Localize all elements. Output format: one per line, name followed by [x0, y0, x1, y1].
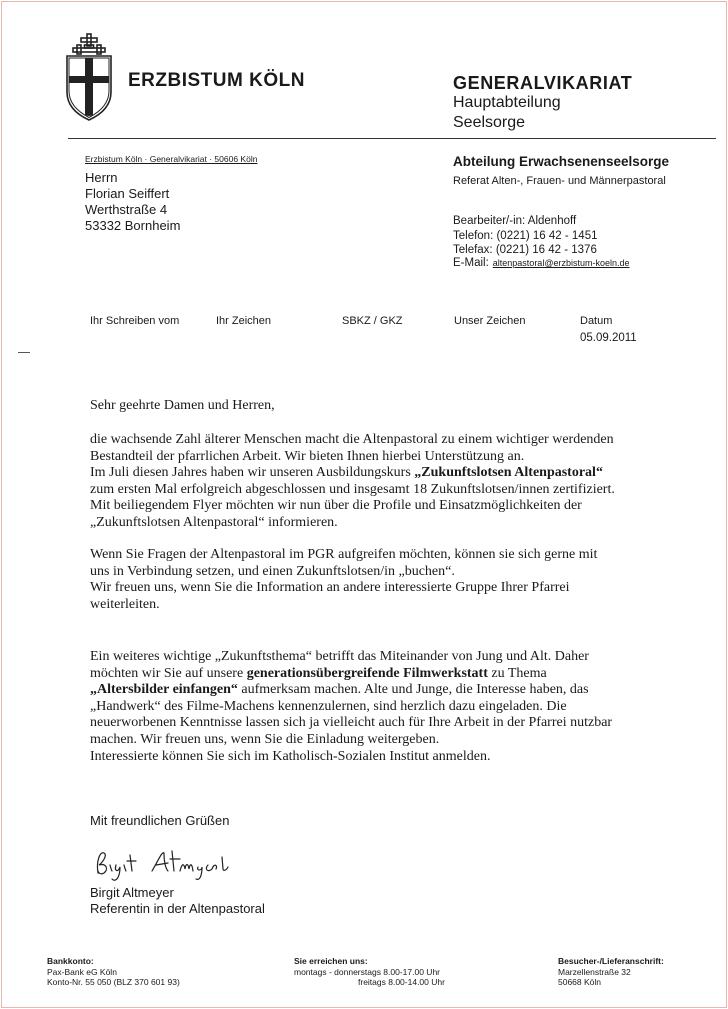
footer-line: montags - donnerstags 8.00-17.00 Uhr	[294, 966, 441, 977]
footer-heading: Besucher-/Lieferanschrift:	[558, 956, 664, 966]
department-subtitle-1: Hauptabteilung	[453, 94, 561, 111]
email-label: E-Mail:	[453, 257, 489, 269]
salutation: Sehr geehrte Damen und Herren,	[90, 398, 275, 413]
text-line: machen. Wir freuen uns, wenn Sie die Einladung weitergeben.	[90, 731, 440, 747]
department-subtitle-2: Seelsorge	[453, 114, 526, 131]
text-line: Mit beiliegendem Flyer möchten wir nun über die Profile und Einsatzmöglichkeiten der	[90, 498, 582, 514]
ref-label: Ihr Zeichen	[216, 315, 272, 327]
text-segment: zu Thema	[487, 665, 547, 681]
bold-text: generationsübergreifende Filmwerkstatt	[246, 665, 488, 681]
signature-image	[92, 843, 242, 887]
footer-line: Pax-Bank eG Köln	[47, 966, 117, 977]
paragraph-3	[90, 649, 650, 765]
text-line: Wenn Sie Fragen der Altenpastoral im PGR aufgreifen möchten, können sie sich gerne mit	[90, 547, 598, 562]
text-segment: Im Juli diesen Jahres haben wir unseren Ausbildungskurs	[90, 465, 415, 481]
text-line	[90, 465, 650, 482]
org-name: ERZBISTUM KÖLN	[128, 70, 305, 91]
recipient-line: Werthstraße 4	[85, 202, 168, 217]
fold-mark	[18, 352, 30, 353]
division-title: Abteilung Erwachsenenseelsorge	[453, 154, 670, 169]
footer-address	[558, 956, 664, 988]
footer-line: Marzellenstraße 32	[558, 966, 631, 977]
text-line: Bestandteil der pfarrlichen Arbeit. Wir bieten Ihnen hierbei Unterstützung an.	[90, 448, 525, 464]
footer-hours	[294, 956, 445, 988]
text-line: „Zukunftslotsen Altenpastoral“ informieren.	[90, 514, 338, 530]
text-line: „Handwerk“ des Filme-Machens kennenzulernen, sind herzlich dazu eingeladen. Die	[90, 698, 567, 714]
text-line: Wir freuen uns, wenn Sie die Information an andere interessierte Gruppe Ihrer Pfarrei	[90, 580, 570, 596]
header-divider	[68, 138, 716, 139]
signer-role: Referentin in der Altenpastoral	[90, 901, 265, 916]
footer-heading: Bankkonto:	[47, 956, 94, 966]
footer-line: freitags 8.00-14.00 Uhr	[358, 977, 445, 987]
text-line: uns in Verbindung setzen, und einen Zukunftslotsen/in „buchen“.	[90, 563, 455, 579]
footer-bank	[47, 956, 180, 988]
text-line	[90, 682, 650, 699]
text-segment: aufmerksam machen. Alte und Junge, die Interesse haben, das	[237, 682, 589, 698]
text-line: zum ersten Mal erfolgreich abgeschlossen und insgesamt 18 Zukunftslotsen/innen zertifiziert.	[90, 481, 615, 497]
contact-email	[453, 257, 630, 269]
text-line: Ein weiteres wichtige „Zukunftsthema“ betrifft das Miteinander von Jung und Alt. Daher	[90, 649, 589, 664]
text-line: Interessierte können Sie sich im Katholisch-Sozialen Institut anmelden.	[90, 748, 491, 764]
letter-date: 05.09.2011	[580, 332, 637, 344]
archdiocese-coat-of-arms-icon	[64, 32, 114, 122]
paragraph-1	[90, 432, 650, 532]
bold-text: „Altersbilder einfangen“	[90, 682, 238, 698]
recipient-line: Florian Seiffert	[85, 186, 170, 201]
ref-label: Datum	[580, 315, 613, 327]
signer-name: Birgit Altmeyer	[90, 885, 174, 900]
text-segment: möchten wir Sie auf unsere	[90, 665, 247, 681]
footer-line: Konto-Nr. 55 050 (BLZ 370 601 93)	[47, 977, 180, 987]
department-title: GENERALVIKARIAT	[453, 73, 633, 93]
footer-line: 50668 Köln	[558, 977, 602, 987]
recipient-line: 53332 Bornheim	[85, 218, 181, 233]
division-subtitle: Referat Alten-, Frauen- und Männerpastoral	[453, 175, 666, 187]
paragraph-2	[90, 547, 650, 613]
text-line: neuerworbenen Kenntnisse lassen sich ja vielleicht auch für Ihre Arbeit in der Pfarrei nutzbar	[90, 715, 613, 731]
contact-person: Bearbeiter/-in: Aldenhoff	[453, 215, 577, 227]
recipient-line: Herrn	[85, 170, 118, 185]
closing: Mit freundlichen Grüßen	[90, 813, 230, 828]
text-line	[90, 666, 650, 683]
contact-phone: Telefon: (0221) 16 42 - 1451	[453, 230, 598, 242]
text-line: die wachsende Zahl älterer Menschen macht die Altenpastoral zu einem wichtiger werdenden	[90, 432, 614, 447]
ref-label: SBKZ / GKZ	[342, 315, 403, 327]
text-line: weiterleiten.	[90, 596, 160, 612]
contact-fax: Telefax: (0221) 16 42 - 1376	[453, 244, 597, 256]
bold-text: „Zukunftslotsen Altenpastoral“	[414, 465, 603, 481]
ref-label: Unser Zeichen	[454, 315, 526, 327]
ref-label: Ihr Schreiben vom	[90, 315, 180, 327]
footer-heading: Sie erreichen uns:	[294, 956, 368, 966]
sender-return-line: Erzbistum Köln · Generalvikariat · 50606 Köln	[85, 154, 258, 164]
email-link[interactable]: altenpastoral@erzbistum-koeln.de	[492, 258, 630, 268]
